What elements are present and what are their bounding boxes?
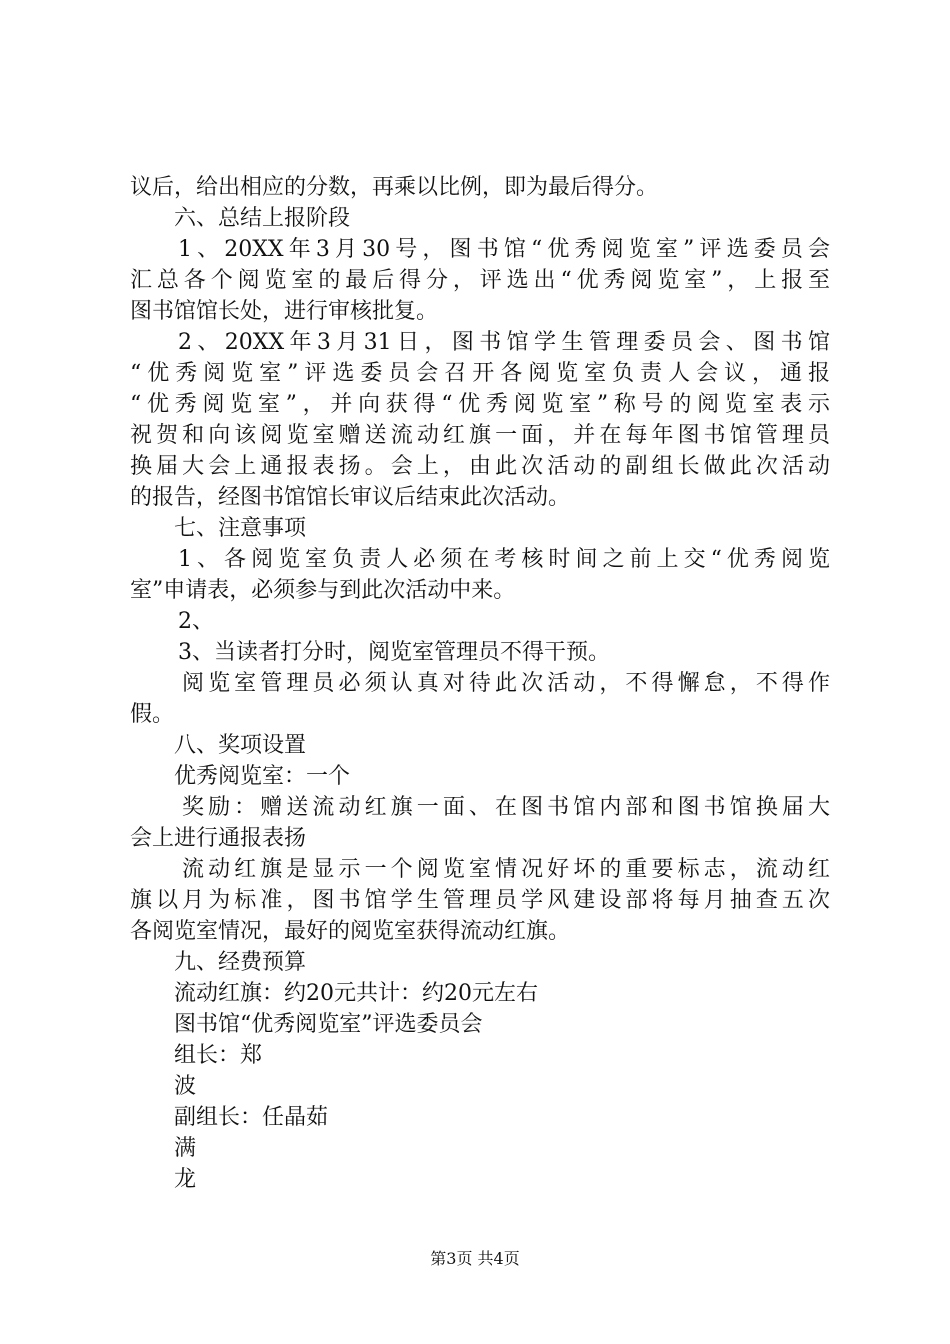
section-heading: 九、经费预算	[174, 950, 307, 975]
paragraph-line: 会上进行通报表扬	[130, 826, 307, 851]
paragraph-line: 各阅览室情况，最好的阅览室获得流动红旗。	[130, 919, 571, 944]
paragraph-line: 室”申请表，必须参与到此次活动中来。	[130, 578, 516, 603]
section-heading: 六、总结上报阶段	[174, 206, 351, 231]
paragraph-line: 流动红旗：约20元共计：约20元左右	[174, 981, 538, 1006]
document-body	[130, 172, 830, 1195]
paragraph-line: 1、20XX年3月30号，图书馆“优秀阅览室”评选委员会	[178, 237, 830, 262]
paragraph-line: 换届大会上通报表扬。会上，由此次活动的副组长做此次活动	[130, 454, 830, 479]
paragraph-line: 副组长：任晶茹	[174, 1105, 329, 1130]
paragraph-line: 图书馆馆长处，进行审核批复。	[130, 299, 439, 324]
section-heading: 八、奖项设置	[174, 733, 307, 758]
paragraph-line: “优秀阅览室”，并向获得“优秀阅览室”称号的阅览室表示	[130, 392, 830, 417]
paragraph-line: 假。	[130, 702, 175, 727]
paragraph-line: 龙	[174, 1167, 197, 1192]
paragraph-line: “优秀阅览室”评选委员会召开各阅览室负责人会议，通报	[130, 361, 830, 386]
paragraph-line: 2、	[178, 609, 214, 634]
page-number-footer: 第3页 共4页	[430, 1249, 520, 1268]
paragraph-line: 图书馆“优秀阅览室”评选委员会	[174, 1012, 483, 1037]
paragraph-line: 的报告，经图书馆馆长审议后结束此次活动。	[130, 485, 571, 510]
paragraph-line: 汇总各个阅览室的最后得分，评选出“优秀阅览室”，上报至	[130, 268, 830, 293]
paragraph-line: 2、20XX年3月31日，图书馆学生管理委员会、图书馆	[178, 330, 830, 355]
paragraph-line: 组长：郑	[174, 1043, 263, 1068]
section-heading: 七、注意事项	[174, 516, 307, 541]
paragraph-line: 1、各阅览室负责人必须在考核时间之前上交“优秀阅览	[178, 547, 830, 572]
paragraph-line: 祝贺和向该阅览室赠送流动红旗一面，并在每年图书馆管理员	[130, 423, 830, 448]
paragraph-line: 奖励：赠送流动红旗一面、在图书馆内部和图书馆换届大	[182, 795, 830, 820]
paragraph-line: 满	[174, 1136, 197, 1161]
paragraph-line: 阅览室管理员必须认真对待此次活动，不得懈怠，不得作	[182, 671, 830, 696]
paragraph-line: 流动红旗是显示一个阅览室情况好坏的重要标志，流动红	[182, 857, 830, 882]
paragraph-line: 3、当读者打分时，阅览室管理员不得干预。	[178, 640, 610, 665]
paragraph-line: 波	[174, 1074, 197, 1099]
paragraph-line: 议后，给出相应的分数，再乘以比例，即为最后得分。	[130, 175, 659, 200]
paragraph-line: 旗以月为标准，图书馆学生管理员学风建设部将每月抽查五次	[130, 888, 830, 913]
paragraph-line: 优秀阅览室：一个	[174, 764, 351, 789]
